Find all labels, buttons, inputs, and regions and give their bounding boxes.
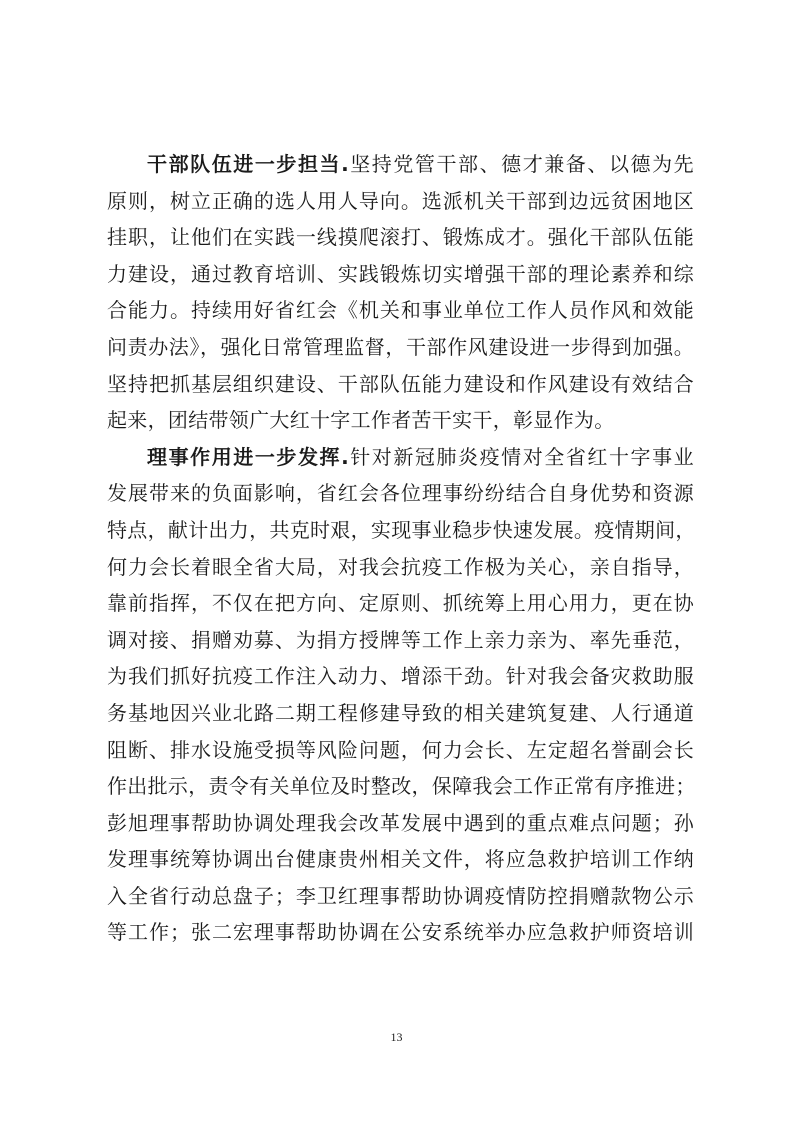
paragraph-line: 何力会长着眼全省大局，对我会抗疫工作极为关心，亲自指导， [107, 554, 694, 579]
body-text [107, 146, 694, 951]
paragraph-line: 等工作；张二宏理事帮助协调在公安系统举办应急救护师资培训 [107, 920, 694, 945]
paragraph-line: 靠前指挥，不仅在把方向、定原则、抓统筹上用心用力，更在协 [107, 591, 694, 616]
paragraph-line: 坚持把抓基层组织建设、干部队伍能力建设和作风建设有效结合 [107, 371, 694, 396]
paragraph-line: 彭旭理事帮助协调处理我会改革发展中遇到的重点难点问题；孙 [107, 810, 694, 835]
page-number: 13 [390, 1030, 403, 1044]
paragraph-line: 力建设，通过教育培训、实践锻炼切实增强干部的理论素养和综 [107, 261, 694, 286]
paragraph-line: 挂职，让他们在实践一线摸爬滚打、锻炼成才。强化干部队伍能 [107, 225, 694, 250]
paragraph-line [107, 439, 694, 476]
paragraph-line: 起来，团结带领广大红十字工作者苦干实干，彰显作为。 [107, 408, 615, 433]
paragraph-line: 入全省行动总盘子；李卫红理事帮助协调疫情防控捐赠款物公示 [107, 883, 694, 908]
paragraph-line: 合能力。持续用好省红会《机关和事业单位工作人员作风和效能 [107, 298, 694, 323]
paragraph-text: 坚持党管干部、德才兼备、以德为先 [348, 152, 694, 176]
paragraph-line: 特点，献计出力，共克时艰，实现事业稳步快速发展。疫情期间， [107, 517, 696, 542]
paragraph-line: 务基地因兴业北路二期工程修建导致的相关建筑复建、人行通道 [107, 700, 694, 725]
section-heading: 干部队伍进一步担当. [147, 152, 349, 176]
paragraph-line: 作出批示，责令有关单位及时整改，保障我会工作正常有序推进； [107, 774, 696, 799]
section-heading: 理事作用进一步发挥. [147, 444, 349, 469]
paragraph-line: 原则，树立正确的选人用人导向。选派机关干部到边远贫困地区 [107, 188, 694, 213]
paragraph-line: 为我们抓好抗疫工作注入动力、增添干劲。针对我会备灾救助服 [107, 664, 694, 689]
paragraph-line: 调对接、捐赠劝募、为捐方授牌等工作上亲力亲为、率先垂范， [107, 627, 694, 652]
paragraph-line: 发展带来的负面影响，省红会各位理事纷纷结合自身优势和资源 [107, 481, 694, 506]
paragraph-line [107, 146, 694, 183]
paragraph-text: 针对新冠肺炎疫情对全省红十字事业 [348, 444, 694, 469]
paragraph-line: 问责办法》，强化日常管理监督，干部作风建设进一步得到加强。 [107, 334, 694, 359]
paragraph-line: 发理事统筹协调出台健康贵州相关文件，将应急救护培训工作纳 [107, 847, 694, 872]
paragraph-line: 阻断、排水设施受损等风险问题，何力会长、左定超名誉副会长 [107, 737, 694, 762]
